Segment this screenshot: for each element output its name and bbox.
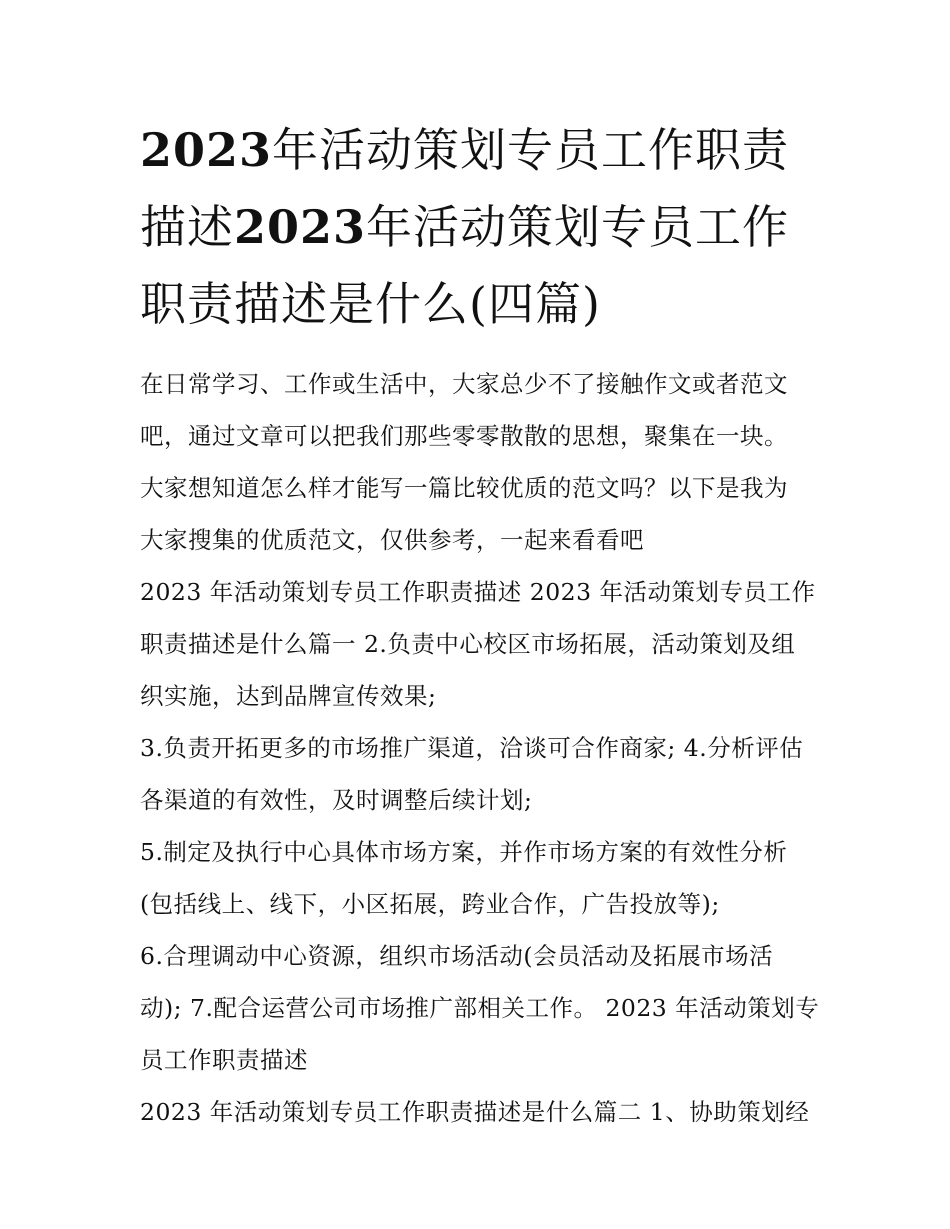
body-line: (包括线上、线下，小区拓展，跨业合作，广告投放等); (140, 890, 720, 918)
title-year-1: 2023 (140, 123, 273, 177)
body-line: 职责描述是什么篇一 2.负责中心校区市场拓展，活动策划及组 (140, 630, 796, 658)
body-line: 3.负责开拓更多的市场推广渠道，洽谈可合作商家; 4.分析评估 (140, 734, 804, 762)
body-line: 6.合理调动中心资源，组织市场活动(会员活动及拓展市场活 (140, 942, 774, 970)
document-page (140, 112, 820, 1138)
document-body (140, 358, 820, 1138)
body-line: 员工作职责描述 (140, 1046, 308, 1074)
body-line: 大家搜集的优质范文，仅供参考，一起来看看吧 (140, 526, 644, 554)
title-text-2: 年活动策划专员工作职责描述是什么(四篇) (140, 200, 790, 331)
body-line: 动); 7.配合运营公司市场推广部相关工作。 2023 年活动策划专 (140, 994, 820, 1022)
body-line: 织实施，达到品牌宣传效果; (140, 682, 437, 710)
document-title (140, 112, 820, 343)
body-line: 吧，通过文章可以把我们那些零零散散的思想，聚集在一块。 (140, 422, 788, 450)
body-line: 5.制定及执行中心具体市场方案，并作市场方案的有效性分析 (140, 838, 788, 866)
body-line: 各渠道的有效性，及时调整后续计划; (140, 786, 533, 814)
title-text-1: 年活动策划专员工作职责描述 (140, 123, 790, 254)
body-line: 2023 年活动策划专员工作职责描述 2023 年活动策划专员工作 (140, 578, 816, 606)
title-year-2: 2023 (234, 200, 367, 254)
body-line: 在日常学习、工作或生活中，大家总少不了接触作文或者范文 (140, 370, 788, 398)
body-line: 2023 年活动策划专员工作职责描述是什么篇二 1、协助策划经 (140, 1098, 810, 1126)
body-line: 大家想知道怎么样才能写一篇比较优质的范文吗？以下是我为 (140, 474, 788, 502)
